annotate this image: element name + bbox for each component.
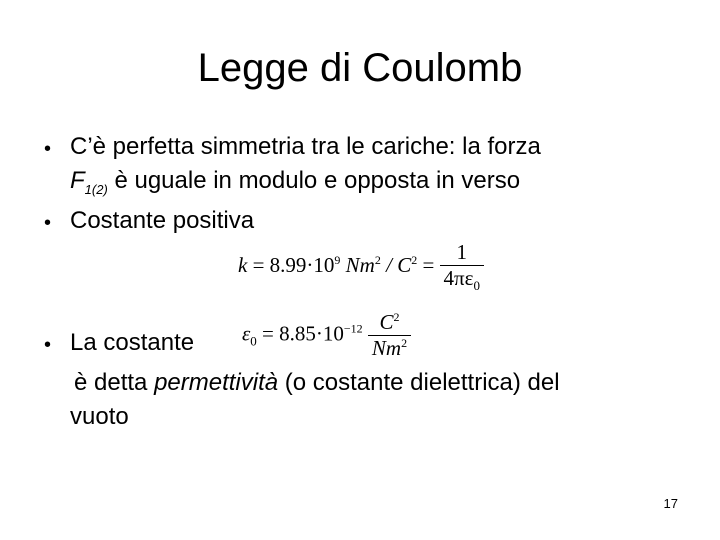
permittivity-formula: $\varepsilon_0 = 8.85\cdot 10^{-12}$ $\frac{C^2}{Nm^2}$: [242, 310, 411, 361]
bullet-marker: •: [44, 138, 52, 160]
bullet-1-line-2-text: è uguale in modulo e opposta in verso: [107, 167, 521, 194]
force-symbol: F: [70, 167, 85, 194]
fraction-c2-over-nm2: $\frac{C^2}{Nm^2}$: [368, 310, 411, 361]
coulomb-constant-formula: $k = 8.99\cdot 10^9$ $Nm^2 / C^2$ = $\frac{1}{4\pi\varepsilon_0}$: [238, 240, 484, 294]
bullet-3-line-1: La costante: [70, 329, 195, 356]
slide-title: Legge di Coulomb: [197, 46, 523, 90]
bullet-3-line-2: è detta permettività (o costante dielettrica) del: [74, 369, 560, 396]
bullet-2-text: Costante positiva: [70, 207, 255, 234]
bullet-marker: •: [44, 334, 52, 356]
fraction-1-over-4pi-eps0: $\frac{1}{4\pi\varepsilon_0}$: [440, 240, 484, 294]
bullet-marker: •: [44, 212, 52, 234]
bullet-3-line-3: vuoto: [70, 403, 129, 430]
bullet-1-line-2: [70, 166, 520, 205]
bullet-1-line-1: C’è perfetta simmetria tra le cariche: la forza: [70, 133, 541, 160]
page-number: 17: [663, 496, 678, 511]
force-subscript: 1(2): [84, 181, 108, 197]
